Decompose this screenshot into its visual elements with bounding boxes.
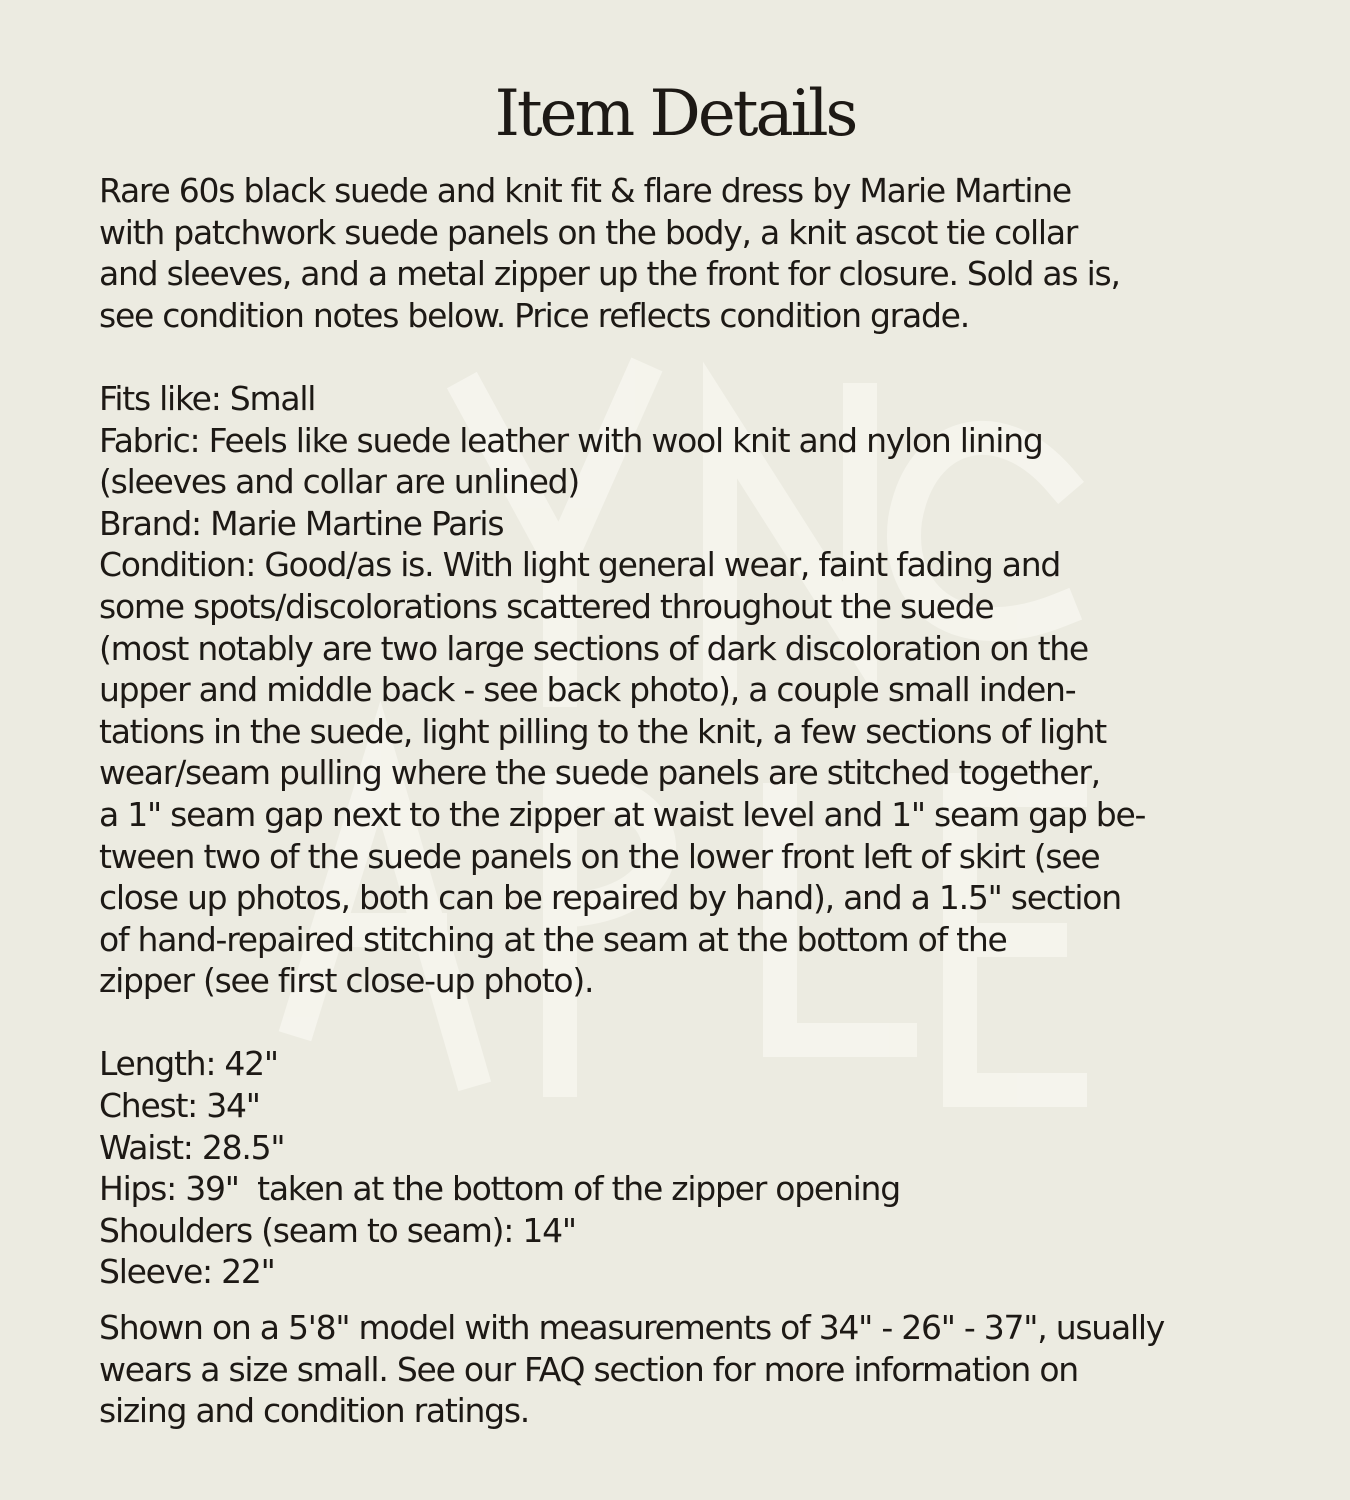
page-title: Item Details [494,77,856,151]
detail-condition: Condition: Good/as is. With light general wear, faint fading and some spots/discolorations scattered throughout the suede (most notably are two large sections of dark discoloration on the upper and middle back - see back photo), a couple small inden- tations in the suede, light pilling to the knit, a few sections of light wear/seam pulling where the suede panels are stitched together, a 1" seam gap next to the zipper at waist level and 1" seam gap be- tween two of the suede panels on the lower front left of skirt (see close up photos, both can be repaired by hand), and a 1.5" section of hand-repaired stitching at the seam at the bottom of the zipper (see first close-up photo). [99,545,1146,1001]
measurement-hips: Hips: 39" taken at the bottom of the zipper opening [99,1169,900,1209]
measurement-chest: Chest: 34" [99,1086,260,1126]
spacer [99,1002,1259,1044]
model-note: Shown on a 5'8" model with measurements of 34" - 26" - 37", usually wears a size small. See our FAQ section for more information on sizing and condition ratings. [99,1308,1165,1431]
measurement-sleeve: Sleeve: 22" [99,1252,275,1292]
spacer [99,1293,1259,1307]
measurement-length: Length: 42" [99,1044,278,1084]
item-description: Rare 60s black suede and knit fit & flare dress by Marie Martine with patchwork suede panels on the body, a knit ascot tie collar and sleeves, and a metal zipper up the front for closure. Sold as is, see condition notes below. Price reflects condition grade. [99,171,1120,335]
detail-fits-like: Fits like: Small [99,378,316,418]
detail-brand: Brand: Marie Martine Paris [99,503,504,543]
item-details-body [99,170,1259,1432]
spacer [99,336,1259,378]
detail-fabric: Fabric: Feels like suede leather with wool knit and nylon lining (sleeves and collar are unlined) [99,420,1043,502]
measurement-waist: Waist: 28.5" [99,1127,285,1167]
measurement-shoulders: Shoulders (seam to seam): 14" [99,1210,576,1250]
